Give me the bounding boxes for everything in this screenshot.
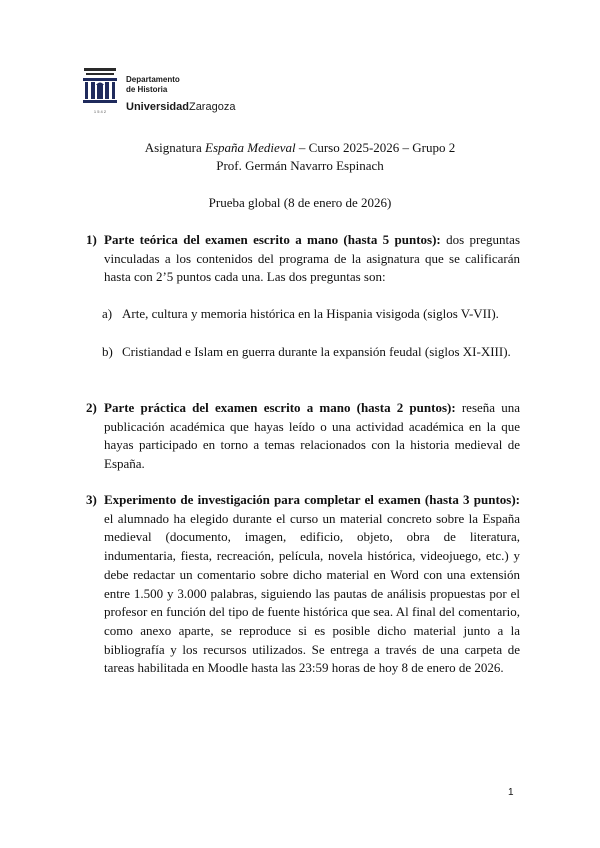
section-1-heading: Parte teórica del examen escrito a mano (hasta 5 puntos): [104,232,441,247]
section-1-item-a [102,305,520,324]
department-line-1: Departamento [126,75,180,84]
section-2-heading: Parte práctica del examen escrito a mano (hasta 2 puntos): [104,400,456,415]
section-3 [86,491,520,678]
section-2-body: reseña una publicación académica que hayas leído o una actividad académica en la que hayas participado en torno a temas relacionados con la historia medieval de España. [104,400,520,472]
exam-title: Prueba global (8 de enero de 2026) [208,195,392,210]
item-a-text: Arte, cultura y memoria histórica en la Hispania visigoda (siglos V-VII). [122,306,499,321]
section-1-item-b [102,343,520,362]
university-logo [80,67,120,117]
logo-year: 1 5 4 2 [93,109,107,114]
section-2-number: 2) [86,400,97,415]
item-b-letter: b) [102,344,113,359]
item-b-text: Cristiandad e Islam en guerra durante la expansión feudal (siglos XI-XIII). [122,344,511,359]
section-1-number: 1) [86,232,97,247]
course-line [0,139,600,156]
section-3-body: el alumnado ha elegido durante el curso un material concreto sobre la España medieval (documento, imagen, edificio, objeto, obra de literatura, indumentaria, fiesta, recreación, película, novela histórica, videojuego, etc.) y debe redactar un comentario sobre dicho material en Word con una extensión entre 1.500 y 3.000 palabras, siguiendo las pautas de análisis propuestas por el profesor en función del tipo de fuente histórica que sea. Al final del comentario, como anexo aparte, se reproduce si es posible dicho material junto a la bibliografía y los recursos utilizados. Se entrega a través de una carpeta de tareas habilitada en Moodle hasta las 23:59 horas de hoy 8 de enero de 2026. [104,510,520,676]
item-a-letter: a) [102,306,113,321]
course-subject: España Medieval [205,140,296,155]
department-line-2: de Historia [126,85,168,94]
section-3-heading: Experimento de investigación para completar el examen (hasta 3 puntos): [104,492,520,507]
section-3-number: 3) [86,492,97,507]
section-2 [86,399,520,474]
course-prefix: Asignatura [144,140,206,155]
university-name-bold: Universidad [126,101,189,113]
university-name [126,101,235,113]
professor-line: Prof. Germán Navarro Espinach [216,158,384,173]
university-name-regular: Zaragoza [188,101,236,113]
department-name [126,75,180,95]
course-suffix: – Curso 2025-2026 – Grupo 2 [295,140,456,155]
section-1-body: dos preguntas vinculadas a los contenidos del programa de la asignatura que se calificarán hasta con 2’5 puntos cada una. Las dos preguntas son: [104,232,520,285]
page-number: 1 [508,787,514,798]
section-1 [86,231,520,287]
